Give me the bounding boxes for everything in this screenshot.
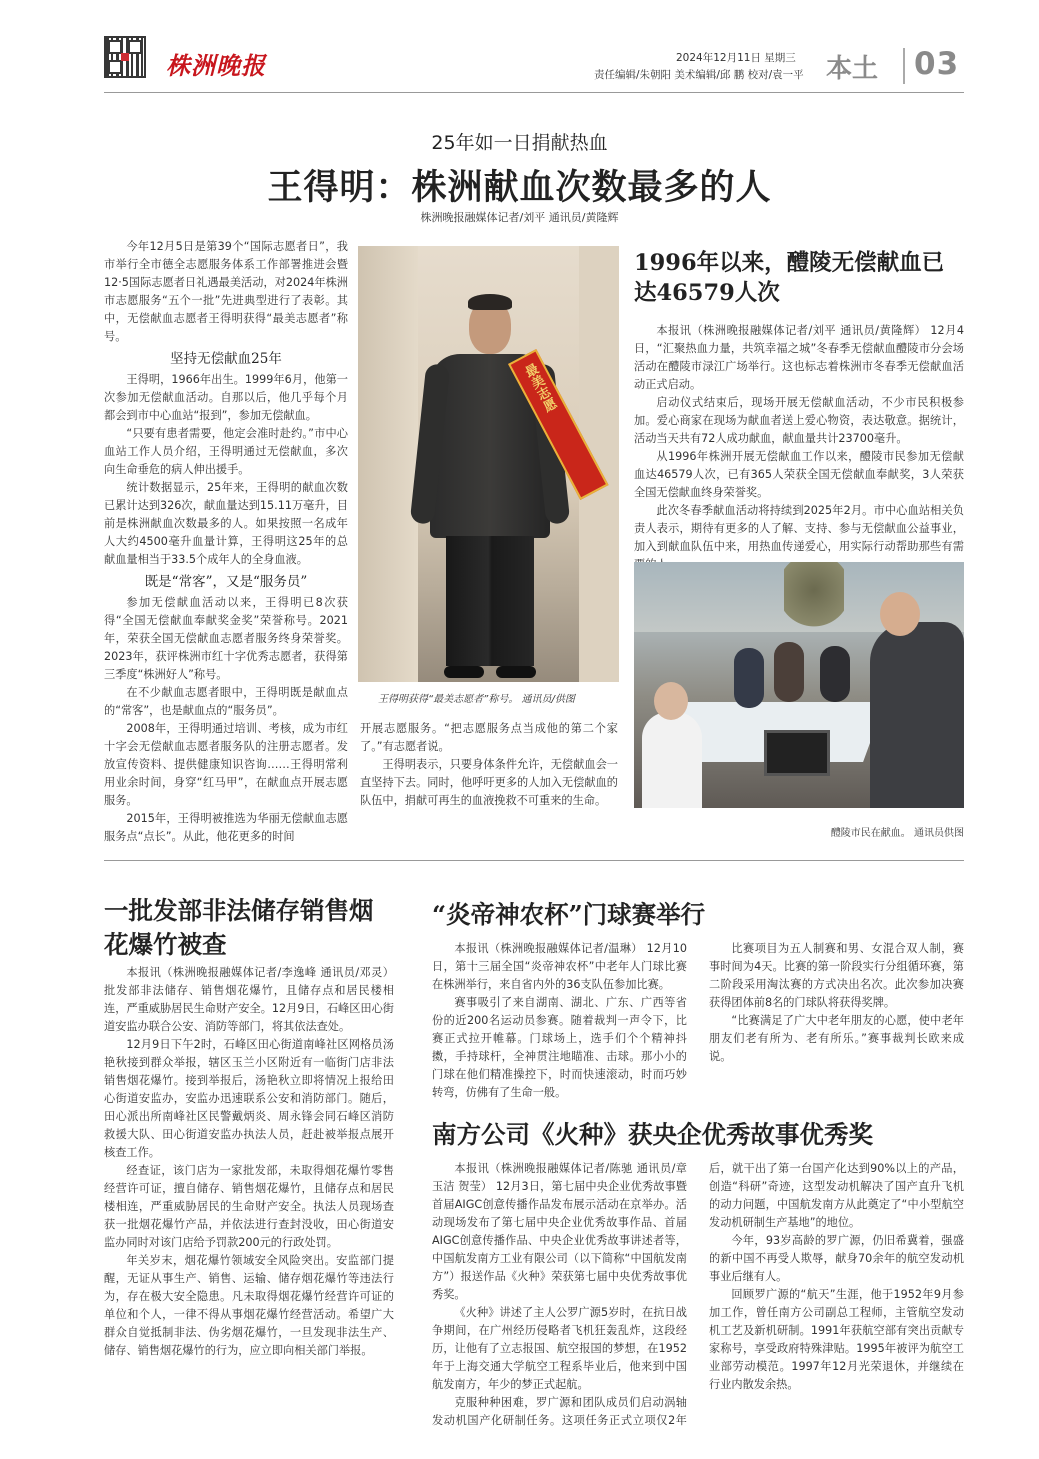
section-rule <box>104 860 964 861</box>
paragraph: 今年，93岁高龄的罗广源，仍旧希冀着，强盛的新中国不再受人欺辱，献身70余年的航空发动机事业后继有人。 <box>709 1234 964 1283</box>
portrait-photo <box>358 246 619 682</box>
paragraph: 《火种》讲述了主人公罗广源5岁时，在抗日战争期间，在广州经历侵略者飞机狂轰乱炸，这段经历，让他有了立志报国、航空报国的梦想，在1952年于上海交通大学航空工程系毕业后，他来到中国航发南方，年少的梦正式起航。 <box>432 1306 687 1391</box>
paragraph: 王得明，1966年出生。1999年6月，他第一次参加无偿献血活动。自那以后，他几乎每个月都会到市中心血站“报到”，参加无偿献血。 <box>104 373 348 422</box>
paragraph: 比赛项目为五人制赛和男、女混合双人制，赛事时间为4天。比赛的第一阶段实行分组循环赛，第二阶段采用淘汰赛的方式决出名次。此次参加决赛获得团体前8名的门球队将获得奖牌。 <box>709 942 964 1009</box>
main-byline: 株洲晚报融媒体记者/刘平 通讯员/黄隆辉 <box>420 211 619 224</box>
paragraph: 从1996年株洲开展无偿献血工作以来，醴陵市民参加无偿献血达46579人次，已有365人荣获全国无偿献血奉献奖，3人荣获全国无偿献血终身荣誉奖。 <box>634 450 964 499</box>
fireworks-body <box>104 964 394 1360</box>
paragraph: 赛事吸引了来自湖南、湖北、广东、广西等省份的近200名运动员参赛。随着裁判一声令下，比赛正式拉开帷幕。门球场上，选手们个个精神抖擞，手持球杆，全神贯注地瞄准、击球。那小小的门球在他们精准操控下，时而快速滚动，时而巧妙转弯，仿佛有了生命一般。 <box>432 996 687 1099</box>
donation-caption: 醴陵市民在献血。 通讯员供图 <box>830 828 964 839</box>
main-kicker: 25年如一日捐献热血 <box>431 132 608 154</box>
page-number: 03 <box>914 46 960 82</box>
person-trousers <box>446 536 534 666</box>
paragraph: 参加无偿献血活动以来，王得明已8次获得“全国无偿献血奉献奖金奖”荣誉称号。2021年，荣获全国无偿献血志愿者服务终身荣誉奖。2023年，获评株洲市红十字优秀志愿者，获得第三季度“株洲好人”称号。 <box>104 596 348 681</box>
side-body <box>634 322 964 574</box>
paragraph: 12月9日下午2时，石峰区田心街道南峰社区网格员汤艳秋接到群众举报，辖区玉兰小区附近有一临街门店非法销售烟花爆竹。接到举报后，汤艳秋立即将情况上报给田心街道安监办，安监办迅速联系公安和消防部门。随后，田心派出所南峰社区民警戴炳炎、周永锋会同石峰区消防救援大队、田心街道安监办执法人员，赶赴被举报点展开核查工作。 <box>104 1038 394 1159</box>
masthead-rule <box>104 92 964 93</box>
main-column-middle <box>360 720 618 810</box>
paragraph: 回顾罗广源的“航天”生涯，他于1952年9月参加工作，曾任南方公司副总工程师，主管航空发动机工艺及新机研制。1991年获航空部有突出贡献专家称号，享受政府特殊津贴。1995年被评为航空工业部劳动模范。1997年12月光荣退休，并继续在行业内散发余热。 <box>709 1288 964 1391</box>
subheading-2: 既是“常客”，又是“服务员” <box>144 574 308 590</box>
paragraph: 王得明表示，只要身体条件允许，无偿献血会一直坚持下去。同时，他呼吁更多的人加入无偿献血的队伍中，捐献可再生的血液挽救不可重来的生命。 <box>360 758 618 807</box>
paragraph: 在不少献血志愿者眼中，王得明既是献血点的“常客”，也是献血点的“服务员”。 <box>104 686 348 717</box>
section-name: 本土 <box>826 54 879 84</box>
donor <box>870 622 964 808</box>
side-headline: 1996年以来，醴陵无偿献血已达46579人次 <box>634 250 945 306</box>
main-column-left <box>104 238 348 846</box>
tree <box>784 562 844 632</box>
gateball-headline: “炎帝神农杯”门球赛举行 <box>432 900 706 929</box>
subheading-1: 坚持无偿献血25年 <box>170 351 282 367</box>
gateball-body <box>432 940 964 1102</box>
nurse <box>642 712 702 808</box>
portrait-caption: 王得明获得“最美志愿者”称号。 通讯员/供图 <box>378 694 575 705</box>
paragraph: 经查证，该门店为一家批发部，未取得烟花爆竹零售经营许可证，擅自储存、销售烟花爆竹，且储存点和居民楼相连，严重威胁居民的生命财产安全。执法人员现场查获一批烟花爆竹产品，并依法进行查封没收，田心街道安监办同时对该门店给予罚款200元的行政处罚。 <box>104 1164 394 1249</box>
paragraph: 本报讯（株洲晚报融媒体记者/李逸峰 通讯员/邓灵）批发部非法储存、销售烟花爆竹，且储存点和居民楼相连，严重威胁居民生命财产安全。12月9日，石峰区田心街道安监办联合公安、消防等部门，将其依法查处。 <box>104 966 394 1033</box>
monitor <box>764 730 830 776</box>
date-line: 2024年12月11日 星期三 <box>676 52 796 64</box>
masthead <box>0 0 1039 100</box>
paragraph: 统计数据显示，25年来，王得明的献血次数已累计达到326次，献血量达到15.11万毫升，目前是株洲献血次数最多的人。如果按照一名成年人大约4500毫升血量计算，王得明这25年的总献血量相当于33.5个成年人的全身血液。 <box>104 481 348 566</box>
main-headline: 王得明：株洲献血次数最多的人 <box>267 168 772 208</box>
intro-paragraph: 今年12月5日是第39个“国际志愿者日”，我市举行全市德全志愿服务体系工作部署推进会暨12·5国际志愿者日礼遇最美活动，对2024年株洲市志愿服务“五个一批”先进典型进行了表彰。其中，无偿献血志愿者王得明获得“最美志愿者”称号。 <box>104 240 348 343</box>
paragraph: “比赛满足了广大中老年朋友的心愿，使中老年朋友们老有所为、老有所乐。”赛事裁判长欧来成说。 <box>709 1014 964 1063</box>
paragraph: 启动仪式结束后，现场开展无偿献血活动，不少市民积极参加。爱心商家在现场为献血者送上爱心物资，表达敬意。据统计，活动当天共有72人成功献血，献血量共计23700毫升。 <box>634 396 964 445</box>
paragraph: 2015年，王得明被推选为华丽无偿献血志愿服务点“点长”。从此，他花更多的时间 <box>104 812 348 843</box>
editors-line: 责任编辑/朱朝阳 美术编辑/邱 鹏 校对/袁一平 <box>594 69 804 81</box>
nanfang-body <box>432 1160 964 1430</box>
paragraph: 本报讯（株洲晚报融媒体记者/陈驰 通讯员/章玉洁 贺莹） 12月3日，第七届中央企业优秀故事暨首届AIGC创意传播作品发布展示活动在京举办。活动现场发布了第七届中央企业优秀故事作品、首届AIGC创意传播作品、中央企业优秀故事讲述者等，中国航发南方工业有限公司（以下简称“中国航发南方”）报送作品《火种》荣获第七届中央优秀故事优秀奖。 <box>432 1162 687 1301</box>
paragraph: 本报讯（株洲晚报融媒体记者/刘平 通讯员/黄隆辉） 12月4日，“汇聚热血力量，共筑幸福之城”冬春季无偿献血醴陵市分会场活动在醴陵市渌江广场举行。这也标志着株洲市冬春季无偿献血活动正式启动。 <box>634 324 964 391</box>
sash-text: 最美志愿 <box>520 361 558 415</box>
section-divider <box>903 48 905 84</box>
newspaper-logo: 株洲晚报 <box>166 51 266 80</box>
paragraph: “只要有患者需要，他定会准时赴约。”市中心血站工作人员介绍，王得明通过无偿献血，多次向生命垂危的病人伸出援手。 <box>104 427 348 476</box>
blood-donation-photo <box>634 562 964 808</box>
paragraph: 开展志愿服务。“把志愿服务点当成他的第二个家了。”有志愿者说。 <box>360 722 618 753</box>
paragraph: 本报讯（株洲晚报融媒体记者/温琳） 12月10日，第十三届全国“炎帝神农杯”中老年人门球比赛在株洲举行，来自省内外的36支队伍参加比赛。 <box>432 942 687 991</box>
qr-code-icon <box>104 36 146 78</box>
fireworks-headline: 一批发部非法储存销售烟花爆竹被查 <box>104 896 374 959</box>
paragraph: 年关岁末，烟花爆竹领域安全风险突出。安监部门提醒，无证从事生产、销售、运输、储存烟花爆竹等违法行为，存在极大安全隐患。凡未取得烟花爆竹经营许可证的单位和个人，一律不得从事烟花爆竹经营活动。希望广大群众自觉抵制非法、伪劣烟花爆竹，一旦发现非法生产、储存、销售烟花爆竹的行为，应立即向相关部门举报。 <box>104 1254 394 1357</box>
nanfang-headline: 南方公司《火种》获央企优秀故事优秀奖 <box>432 1120 873 1149</box>
paragraph: 此次冬春季献血活动将持续到2025年2月。市中心血站相关负责人表示，期待有更多的人了解、支持、参与无偿献血公益事业，加入到献血队伍中来，用热血传递爱心，用实际行动帮助那些有需 <box>634 504 964 553</box>
paragraph: 克服种种困难，罗广源和团队成员们启动涡轴发动机国产化研制任务。这项任务正式立项仅2年后，就干出了第一台国产化达到90%以上的产品，创造“科研”奇迹，这型发动机解决了国产直升飞机的动力问题，中国航发南方从此奠定了“中小型航空发动机研制生产基地”的地位。 <box>432 1162 964 1427</box>
paragraph: 2008年，王得明通过培训、考核，成为市红十字会无偿献血志愿者服务队的注册志愿者。发放宣传资料、提供健康知识咨询……王得明常利用业余时间，身穿“红马甲”，在献血点开展志愿服务。 <box>104 722 348 807</box>
